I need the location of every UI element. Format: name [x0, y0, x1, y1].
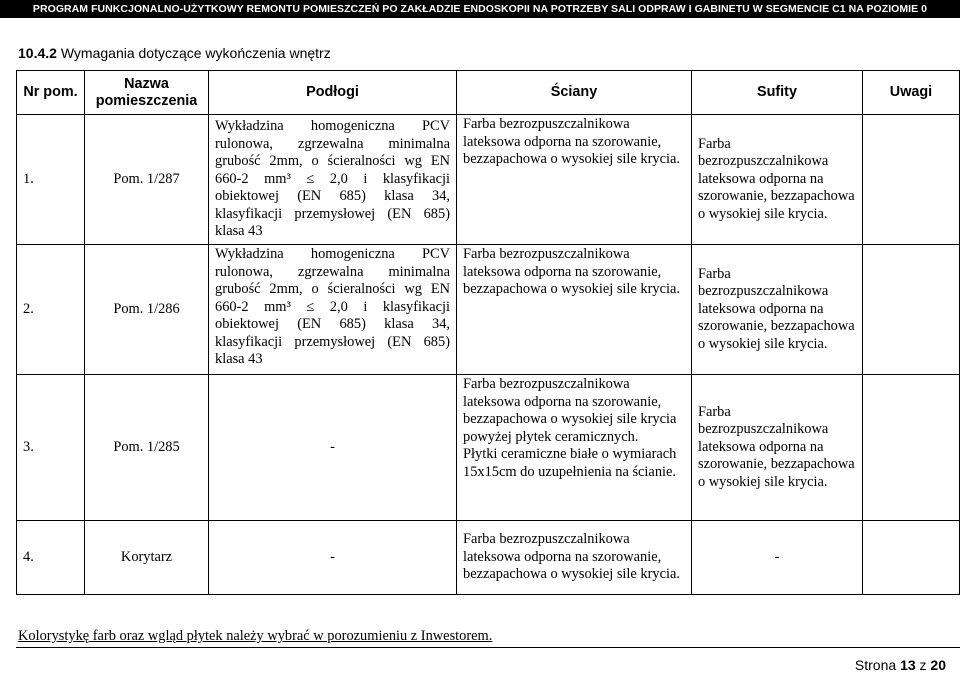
- row-walls: Farba bezrozpuszczalnikowa lateksowa odporna na szorowanie, bezzapachowa o wysokiej sile krycia.: [457, 245, 692, 375]
- row-walls: [457, 375, 692, 521]
- row-notes: [863, 375, 960, 521]
- row-name: Pom. 1/285: [85, 375, 209, 521]
- page-prefix: Strona: [854, 657, 897, 673]
- row-nr: 1.: [17, 115, 85, 245]
- table-row: [17, 375, 960, 521]
- row-notes: [863, 115, 960, 245]
- col-header-name: Nazwa pomieszczenia: [85, 71, 209, 115]
- page-total: 20: [930, 657, 946, 673]
- row-ceilings: Farba bezrozpuszczalnikowa lateksowa odporna na szorowanie, bezzapachowa o wysokiej sile krycia.: [692, 375, 863, 521]
- row-ceilings: -: [692, 521, 863, 595]
- row-floors: -: [209, 375, 457, 521]
- finishing-requirements-table: [16, 70, 960, 595]
- table-row: [17, 521, 960, 595]
- row-floors: Wykładzina homogeniczna PCV rulonowa, zgrzewalna minimalna grubość 2mm, o ścieralności wg EN 660-2 mm³ ≤ 2,0 i klasyfikacji obiektowej (EN 685) klasa 34, klasyfikacji przemysłowej (EN 685) klasa 43: [209, 245, 457, 375]
- row-floors: -: [209, 521, 457, 595]
- page-sep: z: [919, 657, 927, 673]
- row-walls: Farba bezrozpuszczalnikowa lateksowa odporna na szorowanie, bezzapachowa o wysokiej sile krycia.: [457, 521, 692, 595]
- row-ceilings: Farba bezrozpuszczalnikowa lateksowa odporna na szorowanie, bezzapachowa o wysokiej sile krycia.: [692, 245, 863, 375]
- row-ceilings: Farba bezrozpuszczalnikowa lateksowa odporna na szorowanie, bezzapachowa o wysokiej sile krycia.: [692, 115, 863, 245]
- section-heading: [18, 44, 331, 62]
- page-current: 13: [900, 657, 916, 673]
- row-nr: 3.: [17, 375, 85, 521]
- table-row: [17, 245, 960, 375]
- walls-paint-text: Farba bezrozpuszczalnikowa lateksowa odporna na szorowanie, bezzapachowa o wysokiej sile krycia powyżej płytek ceramicznych.: [463, 376, 677, 445]
- col-header-notes: Uwagi: [863, 71, 960, 115]
- footer-note: Kolorystykę farb oraz wgląd płytek należy wybrać w porozumieniu z Inwestorem.: [18, 628, 493, 644]
- section-number: 10.4.2: [18, 45, 57, 61]
- row-nr: 4.: [17, 521, 85, 595]
- row-nr: 2.: [17, 245, 85, 375]
- page-number: [855, 657, 946, 673]
- footer-divider: [16, 647, 960, 648]
- table-row: [17, 115, 960, 245]
- row-notes: [863, 521, 960, 595]
- col-header-floors: Podłogi: [209, 71, 457, 115]
- col-header-walls: Ściany: [457, 71, 692, 115]
- row-name: Korytarz: [85, 521, 209, 595]
- col-header-nr: Nr pom.: [17, 71, 85, 115]
- row-walls: Farba bezrozpuszczalnikowa lateksowa odporna na szorowanie, bezzapachowa o wysokiej sile krycia.: [457, 115, 692, 245]
- row-floors: Wykładzina homogeniczna PCV rulonowa, zgrzewalna minimalna grubość 2mm, o ścieralności wg EN 660-2 mm³ ≤ 2,0 i klasyfikacji obiektowej (EN 685) klasa 34, klasyfikacji przemysłowej (EN 685) klasa 43: [209, 115, 457, 245]
- row-name: Pom. 1/287: [85, 115, 209, 245]
- document-header: PROGRAM FUNKCJONALNO-UŻYTKOWY REMONTU POMIESZCZEŃ PO ZAKŁADZIE ENDOSKOPII NA POTRZEBY SALI ODPRAW I GABINETU W SEGMENCIE C1 NA POZIOMIE 0: [0, 0, 960, 18]
- table-header-row: [17, 71, 960, 115]
- section-title: Wymagania dotyczące wykończenia wnętrz: [60, 45, 331, 61]
- row-name: Pom. 1/286: [85, 245, 209, 375]
- row-notes: [863, 245, 960, 375]
- walls-tiles-text: Płytki ceramiczne białe o wymiarach 15x15cm do uzupełnienia na ścianie.: [463, 446, 677, 480]
- col-header-ceilings: Sufity: [692, 71, 863, 115]
